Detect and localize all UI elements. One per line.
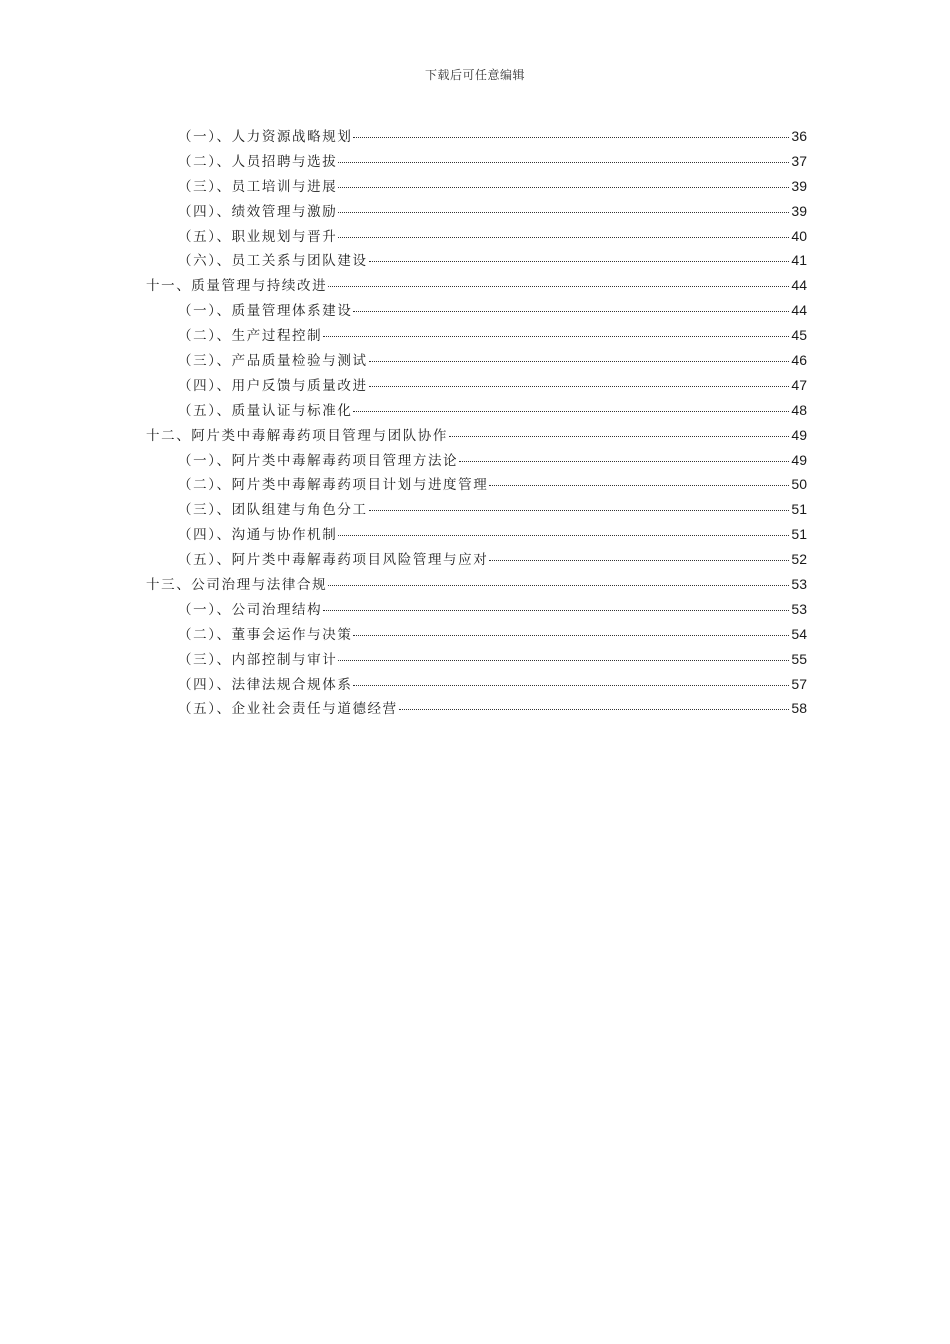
toc-page-number: 55	[791, 650, 807, 667]
toc-entry-title: （三）、产品质量检验与测试	[178, 353, 368, 370]
toc-dot-leader	[338, 660, 789, 661]
toc-dot-leader	[369, 361, 790, 362]
toc-dot-leader	[459, 461, 789, 462]
toc-page-number: 41	[791, 252, 807, 269]
toc-page-number: 51	[791, 501, 807, 518]
toc-entry-title: （四）、法律法规合规体系	[178, 676, 353, 693]
toc-page-number: 49	[791, 426, 807, 443]
toc-chapter-entry[interactable]	[146, 424, 807, 449]
toc-entry-title: （三）、内部控制与审计	[178, 651, 338, 668]
toc-entry-title: （二）、董事会运作与决策	[178, 626, 353, 643]
toc-page-number: 57	[791, 675, 807, 692]
toc-section-entry[interactable]	[146, 324, 807, 349]
toc-entry-title: （三）、员工培训与进展	[178, 178, 338, 195]
toc-section-entry[interactable]	[146, 175, 807, 200]
toc-section-entry[interactable]	[146, 299, 807, 324]
toc-entry-title: （一）、人力资源战略规划	[178, 129, 353, 145]
toc-page-number: 44	[791, 277, 807, 294]
toc-page-number: 40	[791, 227, 807, 244]
toc-section-entry[interactable]	[146, 673, 807, 698]
toc-dot-leader	[489, 560, 789, 561]
toc-entry-title: （三）、团队组建与角色分工	[178, 502, 368, 519]
toc-page-number: 47	[791, 376, 807, 393]
toc-section-entry[interactable]	[146, 200, 807, 225]
toc-dot-leader	[338, 212, 789, 213]
toc-page-number: 50	[791, 476, 807, 493]
toc-page-number: 53	[791, 576, 807, 593]
toc-dot-leader	[328, 286, 789, 287]
toc-dot-leader	[338, 237, 789, 238]
toc-section-entry[interactable]	[146, 349, 807, 374]
toc-chapter-entry[interactable]	[146, 573, 807, 598]
toc-page-number: 45	[791, 327, 807, 344]
toc-dot-leader	[323, 336, 789, 337]
toc-entry-title: （六）、员工关系与团队建设	[178, 253, 368, 270]
toc-entry-title: （一）、公司治理结构	[178, 601, 323, 618]
toc-page-number: 49	[791, 451, 807, 468]
toc-section-entry[interactable]	[146, 125, 807, 150]
toc-entry-title: （五）、企业社会责任与道德经营	[178, 701, 398, 718]
toc-page-number: 48	[791, 401, 807, 418]
toc-dot-leader	[353, 311, 789, 312]
toc-entry-title: （四）、用户反馈与质量改进	[178, 377, 368, 394]
toc-section-entry[interactable]	[146, 473, 807, 498]
toc-page-number: 52	[791, 551, 807, 568]
toc-entry-title: （二）、人员招聘与选拔	[178, 153, 338, 170]
table-of-contents	[146, 125, 807, 722]
toc-section-entry[interactable]	[146, 623, 807, 648]
toc-dot-leader	[369, 261, 790, 262]
toc-dot-leader	[338, 535, 789, 536]
toc-dot-leader	[338, 162, 789, 163]
toc-entry-title: 十二、阿片类中毒解毒药项目管理与团队协作	[146, 427, 448, 444]
toc-page-number: 51	[791, 526, 807, 543]
toc-section-entry[interactable]	[146, 374, 807, 399]
toc-page-number: 39	[791, 177, 807, 194]
toc-section-entry[interactable]	[146, 150, 807, 175]
toc-section-entry[interactable]	[146, 648, 807, 673]
toc-entry-title: （五）、职业规划与晋升	[178, 228, 338, 245]
toc-dot-leader	[328, 585, 789, 586]
toc-dot-leader	[449, 436, 789, 437]
toc-dot-leader	[353, 685, 789, 686]
toc-entry-title: 十三、公司治理与法律合规	[146, 577, 328, 594]
toc-page-number: 36	[791, 128, 807, 144]
toc-page-number: 44	[791, 302, 807, 319]
toc-dot-leader	[489, 485, 789, 486]
toc-section-entry[interactable]	[146, 523, 807, 548]
toc-dot-leader	[323, 610, 789, 611]
toc-section-entry[interactable]	[146, 249, 807, 274]
toc-section-entry[interactable]	[146, 498, 807, 523]
toc-entry-title: （四）、绩效管理与激励	[178, 203, 338, 220]
toc-entry-title: （四）、沟通与协作机制	[178, 527, 338, 544]
toc-section-entry[interactable]	[146, 697, 807, 722]
toc-section-entry[interactable]	[146, 399, 807, 424]
toc-dot-leader	[369, 510, 790, 511]
toc-page-number: 37	[791, 152, 807, 169]
toc-page-number: 54	[791, 625, 807, 642]
toc-dot-leader	[399, 709, 790, 710]
toc-dot-leader	[353, 411, 789, 412]
toc-entry-title: （五）、阿片类中毒解毒药项目风险管理与应对	[178, 552, 489, 569]
toc-dot-leader	[369, 386, 790, 387]
toc-page-number: 39	[791, 202, 807, 219]
toc-dot-leader	[353, 137, 789, 138]
toc-page-number: 53	[791, 600, 807, 617]
toc-entry-title: （五）、质量认证与标准化	[178, 402, 353, 419]
toc-entry-title: （二）、阿片类中毒解毒药项目计划与进度管理	[178, 477, 489, 494]
toc-page-number: 58	[791, 700, 807, 717]
toc-entry-title: 十一、质量管理与持续改进	[146, 278, 328, 295]
toc-chapter-entry[interactable]	[146, 274, 807, 299]
toc-section-entry[interactable]	[146, 548, 807, 573]
toc-section-entry[interactable]	[146, 449, 807, 474]
toc-dot-leader	[353, 635, 789, 636]
toc-dot-leader	[338, 187, 789, 188]
page-header: 下载后可任意编辑	[424, 68, 525, 82]
toc-entry-title: （二）、生产过程控制	[178, 328, 323, 345]
toc-section-entry[interactable]	[146, 598, 807, 623]
toc-page-number: 46	[791, 352, 807, 369]
toc-section-entry[interactable]	[146, 225, 807, 250]
toc-entry-title: （一）、阿片类中毒解毒药项目管理方法论	[178, 452, 459, 469]
toc-entry-title: （一）、质量管理体系建设	[178, 303, 353, 320]
